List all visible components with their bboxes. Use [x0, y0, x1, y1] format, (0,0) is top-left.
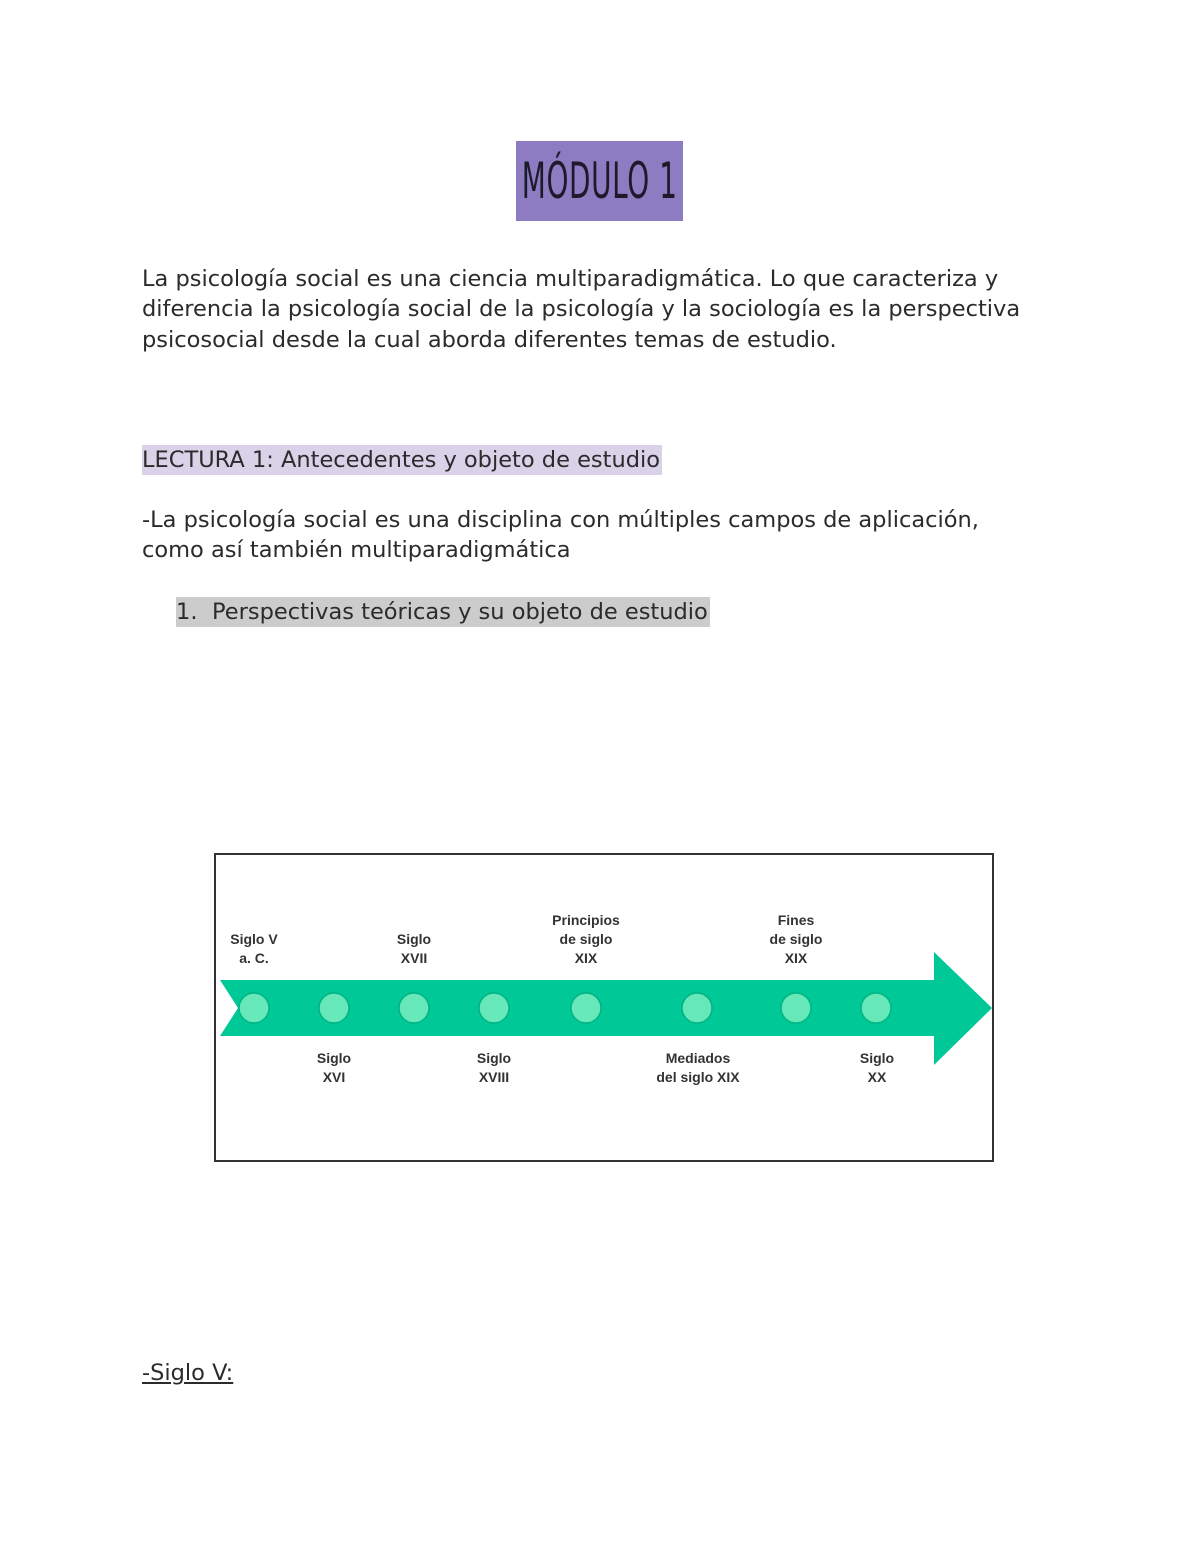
- timeline-label-fines-xix: Fines de siglo XIX: [769, 912, 823, 966]
- timeline-label-siglo-xviii: Siglo XVIII: [476, 1050, 512, 1085]
- timeline-label-mediados-xix: Mediados del siglo XIX: [656, 1050, 740, 1085]
- module-title: MÓDULO 1: [521, 152, 678, 210]
- numbered-list-item: [176, 597, 710, 627]
- timeline-label-siglo-xx: Siglo XX: [859, 1050, 895, 1085]
- module-title-box: [516, 141, 683, 221]
- timeline-dot-siglo-v: [239, 993, 269, 1023]
- timeline-dot-mediados-xix: [682, 993, 712, 1023]
- timeline-label-principios-xix: Principios de siglo XIX: [552, 912, 620, 966]
- intro-paragraph: La psicología social es una ciencia multiparadigmática. Lo que caracteriza y diferencia la psicología social de la psicología y la sociología es la perspectiva psicosocial desde la cual aborda diferentes temas de estudio.: [142, 266, 1021, 353]
- timeline-dot-siglo-xviii: [479, 993, 509, 1023]
- timeline-dot-siglo-xvii: [399, 993, 429, 1023]
- list-item-text: Perspectivas teóricas y su objeto de estudio: [212, 599, 708, 625]
- body-paragraph: -La psicología social es una disciplina con múltiples campos de aplicación, como así también multiparadigmática: [142, 507, 979, 564]
- lectura-heading: LECTURA 1: Antecedentes y objeto de estudio: [142, 447, 661, 473]
- siglo-v-heading: -Siglo V:: [142, 1360, 234, 1386]
- list-item-number: 1.: [176, 599, 198, 625]
- timeline-label-siglo-xvi: Siglo XVI: [316, 1050, 352, 1085]
- timeline-label-siglo-v: Siglo V a. C.: [230, 931, 278, 966]
- timeline-dot-fines-xix: [781, 993, 811, 1023]
- timeline-dot-principios-xix: [571, 993, 601, 1023]
- timeline-diagram: [214, 853, 994, 1162]
- timeline-dot-siglo-xx: [861, 993, 891, 1023]
- timeline-label-siglo-xvii: Siglo XVII: [396, 931, 432, 966]
- timeline-dot-siglo-xvi: [319, 993, 349, 1023]
- timeline-svg: [216, 855, 992, 1160]
